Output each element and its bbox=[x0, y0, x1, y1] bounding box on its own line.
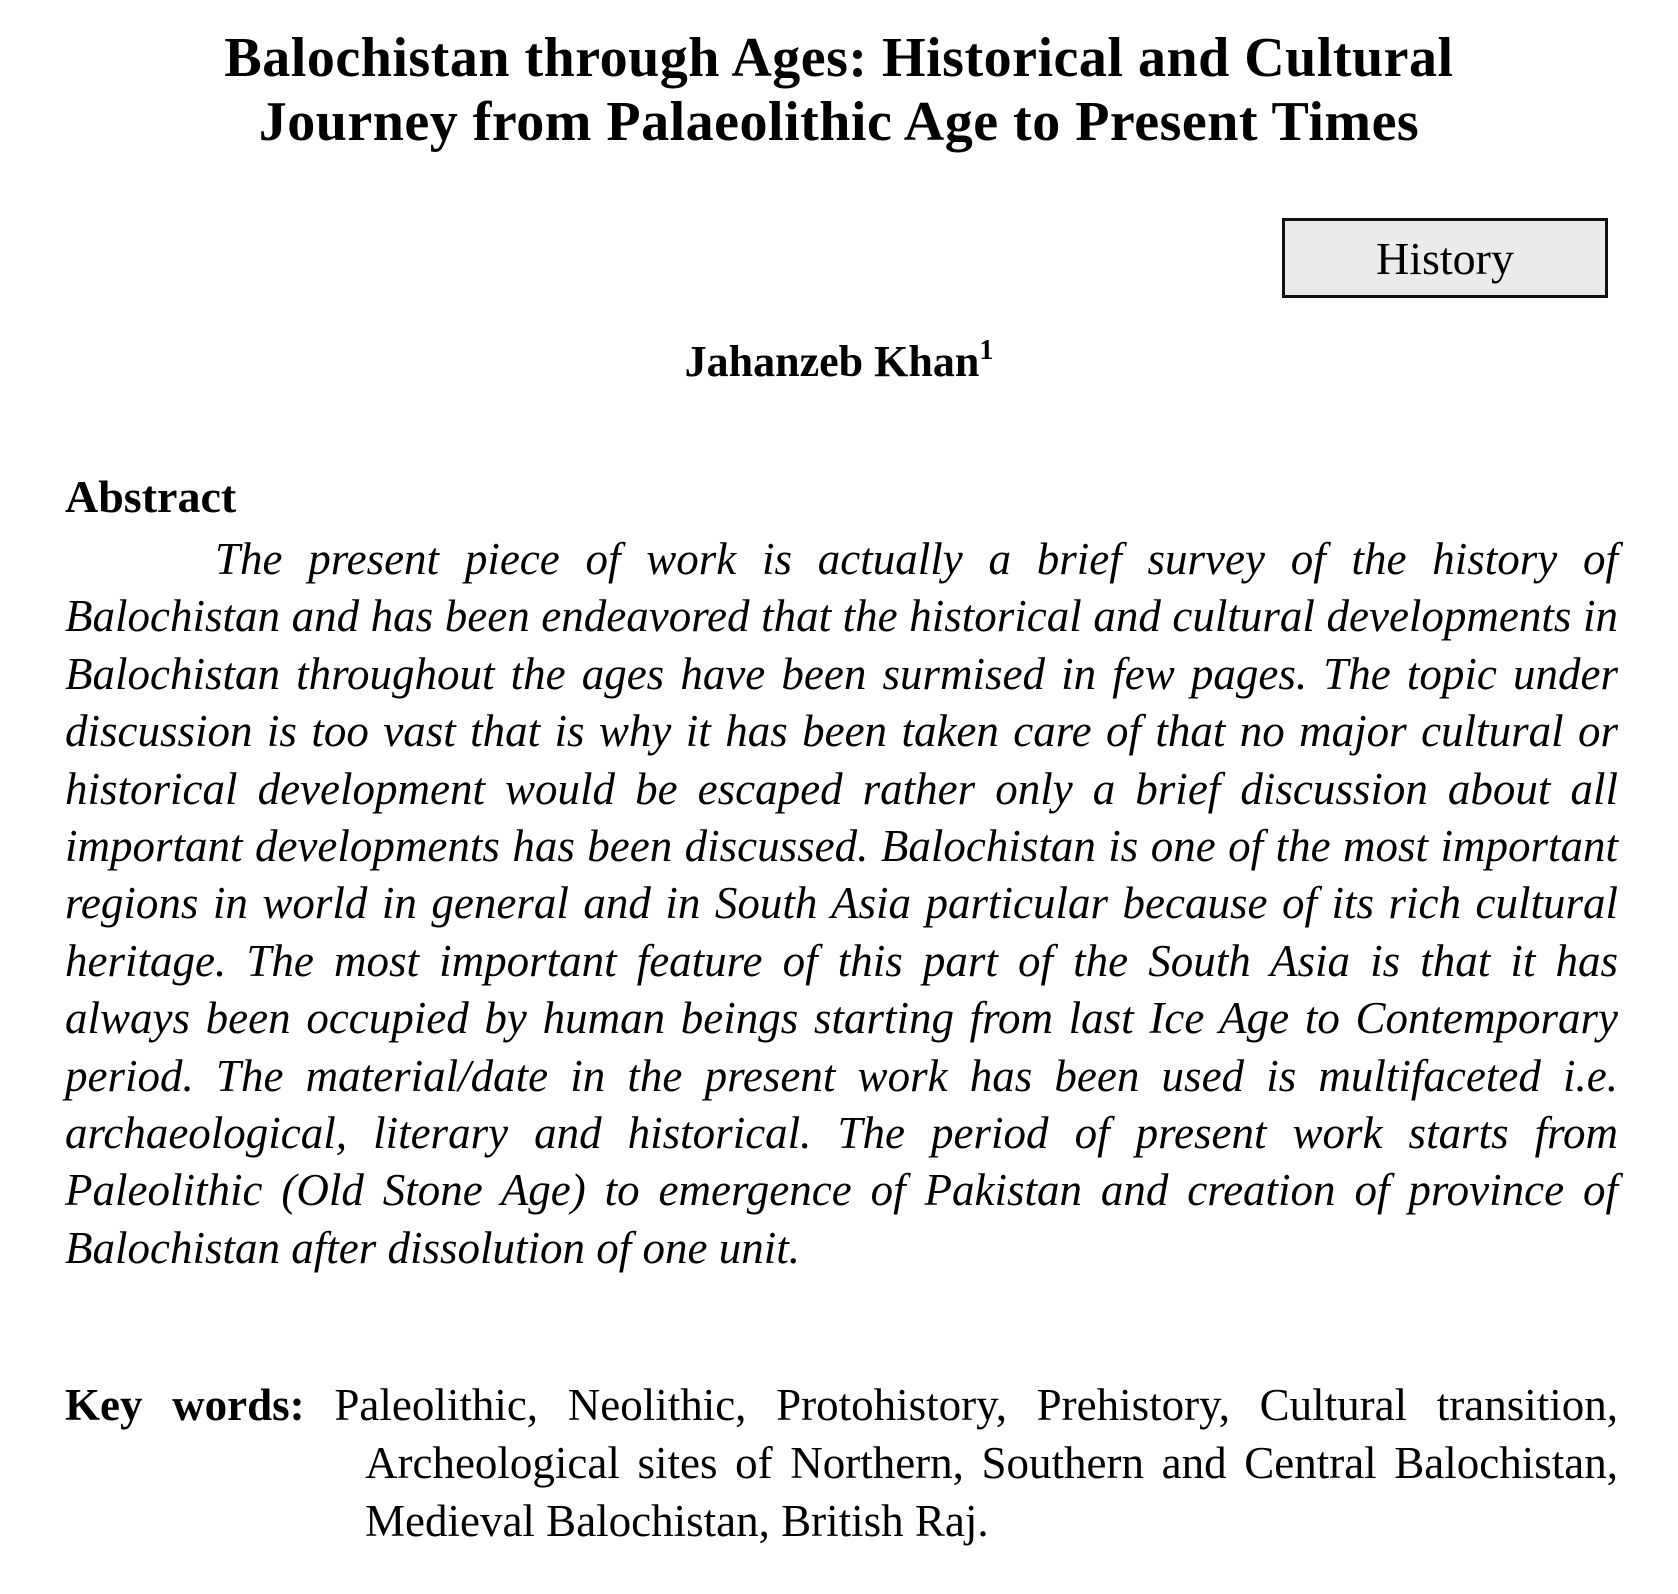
keywords-label: Key words: bbox=[65, 1380, 305, 1430]
keywords-block bbox=[65, 1376, 1618, 1550]
paper-title-line-1: Balochistan through Ages: Historical and Cultural bbox=[224, 27, 1454, 89]
keywords-text: Paleolithic, Neolithic, Protohistory, Prehistory, Cultural transition, Archeological sites of Northern, Southern and Central Balochistan, Medieval Balochistan, British Raj. bbox=[334, 1380, 1618, 1546]
author-name: Jahanzeb Khan bbox=[684, 337, 980, 386]
paper-title-line-2: Journey from Palaeolithic Age to Present Times bbox=[258, 91, 1420, 153]
abstract-heading: Abstract bbox=[65, 471, 237, 522]
category-box bbox=[1282, 218, 1608, 298]
author-line bbox=[0, 336, 1678, 394]
author-footnote-marker: 1 bbox=[979, 335, 994, 366]
category-label: History bbox=[1376, 232, 1514, 284]
paper-title bbox=[0, 26, 1678, 154]
abstract-paragraph: The present piece of work is actually a brief survey of the history of Balochistan and has been endeavored that the historical and cultural developments in Balochistan throughout the ages have been surmised in few pages. The topic under discussion is too vast that is why it has been taken care of that no major cultural or historical development would be escaped rather only a brief discussion about all important developments has been discussed. Balochistan is one of the most important regions in world in general and in South Asia particular because of its rich cultural heritage. The most important feature of this part of the South Asia is that it has always been occupied by human beings starting from last Ice Age to Contemporary period. The material/date in the present work has been used is multifaceted i.e. archaeological, literary and historical. The period of present work starts from Paleolithic (Old Stone Age) to emergence of Pakistan and creation of province of Balochistan after dissolution of one unit. bbox=[65, 534, 1618, 1273]
